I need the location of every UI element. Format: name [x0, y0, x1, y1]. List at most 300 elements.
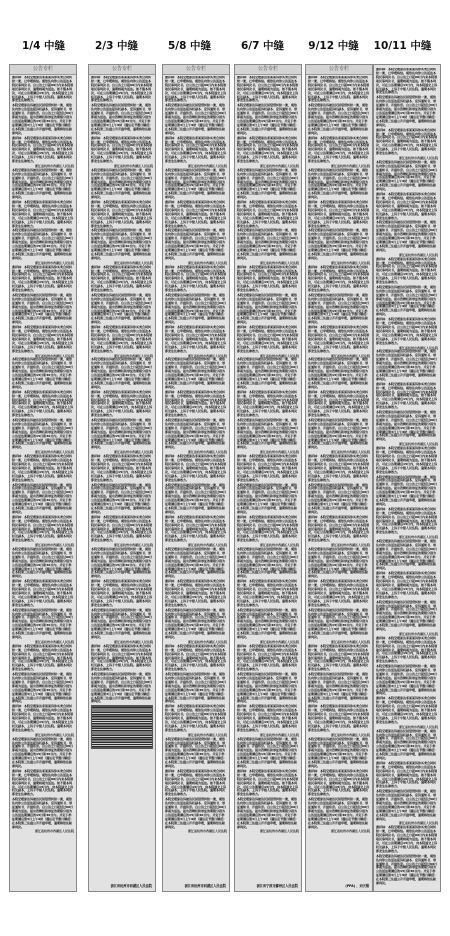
announcement-paragraph: [165, 705, 227, 732]
court-signature: 浙江省杭州市西湖区人民法院: [330, 450, 370, 455]
announcement-paragraph: [91, 137, 153, 164]
strip-body: [376, 68, 438, 889]
announcement-text: 黄祥林：本院受理原告邓某某诉你买卖合同纠纷一案，已审理终结。现依法向你公告送达本院民事判决书。自公告之日起60日内来本院领取民事判决书，逾期则视为送达。如不服本判决，可在公告期满后15日内，向本院递交上诉状及副本，上诉于中级人民法院。逾期本判决即发生法律效力。: [308, 76, 370, 103]
announcement-paragraph: [91, 104, 153, 135]
announcement-paragraph: [91, 580, 153, 607]
announcement-text: 黄祥林：本院受理原告邓某某诉你买卖合同纠纷一案，已审理终结。现依法向你公告送达本院民事判决书。自公告之日起60日内来本院领取民事判决书，逾期则视为送达。如不服本判决，可在公告期满后15日内，向本院递交上诉状及副本，上诉于中级人民法院。逾期本判决即发生法律效力。: [237, 200, 299, 228]
column-title-5: 9/12 中缝: [308, 40, 359, 52]
announcement-text: 黄祥林：本院受理原告邓某某诉你买卖合同纠纷一案，已审理终结。现依法向你公告送达本院民事判决书。自公告之日起60日内来本院领取民事判决书，逾期则视为送达。如不服本判决，可在公告期满后15日内，向本院递交上诉状及副本，上诉于中级人民法院。逾期本判决即发生法律效力。: [91, 514, 153, 543]
announcement-paragraph: [376, 193, 438, 220]
announcement-text: 黄祥林：本院受理原告邓某某诉你买卖合同纠纷一案，已审理终结。现依法向你公告送达本院民事判决书。自公告之日起60日内来本院领取民事判决书，逾期则视为送达。如不服本判决，可在公告期满后15日内，向本院递交上诉状及副本，上诉于中级人民法院。逾期本判决即发生法律效力。: [12, 200, 74, 228]
announcement-paragraph: [165, 580, 227, 607]
announcement-paragraph: [91, 169, 153, 200]
column-title-4: 6/7 中缝: [240, 40, 285, 52]
court-signature: 浙江省杭州市西湖区人民法院: [113, 353, 153, 358]
announcement-strip-3: [162, 64, 230, 892]
announcement-text: 黄祥林：本院受理原告邓某某诉你买卖合同纠纷一案，已审理终结。现依法向你公告送达本院民事判决书。自公告之日起60日内来本院领取民事判决书，逾期则视为送达。如不服本判决，可在公告期满后15日内，向本院递交上诉状及副本，上诉于中级人民法院。逾期本判决即发生法律效力。: [237, 76, 299, 103]
announcement-text: 黄祥林：本院受理原告邓某某诉你买卖合同纠纷一案，已审理终结。现依法向你公告送达本院民事判决书。自公告之日起60日内来本院领取民事判决书，逾期则视为送达。如不服本判决，可在公告期满后15日内，向本院递交上诉状及副本，上诉于中级人民法院。逾期本判决即发生法律效力。: [376, 127, 438, 156]
announcement-text: 本院受理原告诉被告民间借贷纠纷一案，现依法向你公告送达起诉状副本、应诉通知书、举证通知书、开庭传票。自公告之日起经过60日即视为送达。提出答辩状和举证的期限分别为公告送达期满后的15日和30日内。并定于举证期满后第3日上午9时（遇法定节假日顺延）在本院第三法庭公开开庭审理，逾期将依法缺席判决。: [308, 607, 370, 639]
announcement-text: 黄祥林：本院受理原告邓某某诉你买卖合同纠纷一案，已审理终结。现依法向你公告送达本院民事判决书。自公告之日起60日内来本院领取民事判决书，逾期则视为送达。如不服本判决，可在公告期满后15日内，向本院递交上诉状及副本，上诉于中级人民法院。逾期本判决即发生法律效力。: [237, 325, 299, 353]
announcement-paragraph: [12, 580, 74, 607]
announcement-paragraph: [12, 645, 74, 672]
announcement-paragraph: [165, 229, 227, 260]
announcement-paragraph: [237, 516, 299, 543]
announcement-text: 黄祥林：本院受理原告邓某某诉你买卖合同纠纷一案，已审理终结。现依法向你公告送达本院民事判决书。自公告之日起60日内来本院领取民事判决书，逾期则视为送达。如不服本判决，可在公告期满后15日内，向本院递交上诉状及副本，上诉于中级人民法院。逾期本判决即发生法律效力。: [165, 264, 227, 293]
court-signature: 浙江省杭州市西湖区人民法院: [259, 163, 299, 168]
announcement-paragraph: [376, 826, 438, 853]
announcement-paragraph: [165, 484, 227, 515]
announcement-text: 本院受理原告诉被告民间借贷纠纷一案，现依法向你公告送达起诉状副本、应诉通知书、举证通知书、开庭传票。自公告之日起经过60日即视为送达。提出答辩状和举证的期限分别为公告送达期满后的15日和30日内。并定于举证期满后第3日上午9时（遇法定节假日顺延）在本院第三法庭公开开庭审理，逾期将依法缺席判决。: [165, 357, 227, 389]
announcement-text: 黄祥林：本院受理原告邓某某诉你买卖合同纠纷一案，已审理终结。现依法向你公告送达本院民事判决书。自公告之日起60日内来本院领取民事判决书，逾期则视为送达。如不服本判决，可在公告期满后15日内，向本院递交上诉状及副本，上诉于中级人民法院。逾期本判决即发生法律效力。: [91, 200, 153, 228]
announcement-text: 本院受理原告诉被告民间借贷纠纷一案，现依法向你公告送达起诉状副本、应诉通知书、举证通知书、开庭传票。自公告之日起经过60日即视为送达。提出答辩状和举证的期限分别为公告送达期满后的15日和30日内。并定于举证期满后第3日上午9时（遇法定节假日顺延）在本院第三法庭公开开庭审理，逾期将依法缺席判决。: [165, 607, 227, 639]
court-signature: 浙江省杭州市西湖区人民法院: [259, 829, 299, 834]
announcement-text: 黄祥林：本院受理原告邓某某诉你买卖合同纠纷一案，已审理终结。现依法向你公告送达本院民事判决书。自公告之日起60日内来本院领取民事判决书，逾期则视为送达。如不服本判决，可在公告期满后15日内，向本院递交上诉状及副本，上诉于中级人民法院。逾期本判决即发生法律效力。: [165, 76, 227, 103]
announcement-text: 本院受理原告诉被告民间借贷纠纷一案，现依法向你公告送达起诉状副本、应诉通知书、举证通知书、开庭传票。自公告之日起经过60日即视为送达。提出答辩状和举证的期限分别为公告送达期满后的15日和30日内。并定于举证期满后第3日上午9时（遇法定节假日顺延）在本院第三法庭公开开庭审理，逾期将依法缺席判决。: [308, 672, 370, 704]
announcement-paragraph: [376, 383, 438, 410]
announcement-paragraph: [91, 76, 153, 103]
column-title-3: 5/8 中缝: [167, 40, 212, 52]
announcement-text: 本院受理原告诉被告民间借贷纠纷一案，现依法向你公告送达起诉状副本、应诉通知书、举证通知书、开庭传票。自公告之日起经过60日即视为送达。提出答辩状和举证的期限分别为公告送达期满后的15日和30日内。并定于举证期满后第3日上午9时（遇法定节假日顺延）在本院第三法庭公开开庭审理，逾期将依法缺席判决。: [308, 228, 370, 260]
announcement-text: 本院受理原告诉被告民间借贷纠纷一案，现依法向你公告送达起诉状副本、应诉通知书、举证通知书、开庭传票。自公告之日起经过60日即视为送达。提出答辩状和举证的期限分别为公告送达期满后的15日和30日内。并定于举证期满后第3日上午9时（遇法定节假日顺延）在本院第三法庭公开开庭审理，逾期将依法缺席判决。: [308, 482, 370, 514]
announcement-paragraph: [165, 358, 227, 389]
announcement-text: 本院受理原告诉被告民间借贷纠纷一案，现依法向你公告送达起诉状副本、应诉通知书、举证通知书、开庭传票。自公告之日起经过60日即视为送达。提出答辩状和举证的期限分别为公告送达期满后的15日和30日内。并定于举证期满后第3日上午9时（遇法定节假日顺延）在本院第三法庭公开开庭审理，逾期将依法缺席判决。: [237, 228, 299, 260]
court-signature: 浙江省杭州市西湖区人民法院: [34, 639, 74, 644]
announcement-paragraph: [12, 419, 74, 450]
announcement-paragraph: [237, 169, 299, 200]
announcement-text: 本院受理原告诉被告民间借贷纠纷一案，现依法向你公告送达起诉状副本、应诉通知书、举证通知书、开庭传票。自公告之日起经过60日即视为送达。提出答辩状和举证的期限分别为公告送达期满后的15日和30日内。并定于举证期满后第3日上午9时（遇法定节假日顺延）在本院第三法庭公开开庭审理，逾期将依法缺席判决。: [91, 167, 153, 200]
announcement-paragraph: [308, 137, 370, 164]
court-signature: 浙江省杭州市西湖区人民法院: [398, 631, 438, 636]
announcement-text: 本院受理原告诉被告民间借贷纠纷一案，现依法向你公告送达起诉状副本、应诉通知书、举证通知书、开庭传票。自公告之日起经过60日即视为送达。提出答辩状和举证的期限分别为公告送达期满后的15日和30日内。并定于举证期满后第3日上午9时（遇法定节假日顺延）在本院第三法庭公开开庭审理，逾期将依法缺席判决。: [237, 103, 299, 135]
announcement-text: 本院受理原告诉被告民间借贷纠纷一案，现依法向你公告送达起诉状副本、应诉通知书、举证通知书、开庭传票。自公告之日起经过60日即视为送达。提出答辩状和举证的期限分别为公告送达期满后的15日和30日内。并定于举证期满后第3日上午9时（遇法定节假日顺延）在本院第三法庭公开开庭审理，逾期将依法缺席判决。: [12, 228, 74, 260]
announcement-paragraph: [12, 770, 74, 797]
announcement-paragraph: [12, 229, 74, 260]
announcement-paragraph: [237, 326, 299, 353]
announcement-paragraph: [237, 548, 299, 579]
announcement-paragraph: [165, 326, 227, 353]
announcement-paragraph: [12, 266, 74, 293]
announcement-text: 本院受理原告诉被告民间借贷纠纷一案，现依法向你公告送达起诉状副本、应诉通知书、举证通知书、开庭传票。自公告之日起经过60日即视为送达。提出答辩状和举证的期限分别为公告送达期满后的15日和30日内。并定于举证期满后第3日上午9时（遇法定节假日顺延）在本院第三法庭公开开庭审理，逾期将依法缺席判决。: [308, 797, 370, 829]
court-signature: 浙江省杭州市西湖区人民法院: [113, 639, 153, 644]
announcement-paragraph: [12, 391, 74, 418]
announcement-paragraph: [308, 770, 370, 797]
announcement-paragraph: [308, 798, 370, 829]
announcement-text: 黄祥林：本院受理原告邓某某诉你买卖合同纠纷一案，已审理终结。现依法向你公告送达本院民事判决书。自公告之日起60日内来本院领取民事判决书，逾期则视为送达。如不服本判决，可在公告期满后15日内，向本院递交上诉状及副本，上诉于中级人民法院。逾期本判决即发生法律效力。: [308, 454, 370, 482]
announcement-text: 黄祥林：本院受理原告邓某某诉你买卖合同纠纷一案，已审理终结。现依法向你公告送达本院民事判决书。自公告之日起60日内来本院领取民事判决书，逾期则视为送达。如不服本判决，可在公告期满后15日内，向本院递交上诉状及副本，上诉于中级人民法院。逾期本判决即发生法律效力。: [91, 135, 153, 164]
announcement-paragraph: [91, 294, 153, 325]
announcement-text: 本院受理原告诉被告民间借贷纠纷一案，现依法向你公告送达起诉状副本、应诉通知书、举证通知书、开庭传票。自公告之日起经过60日即视为送达。提出答辩状和举证的期限分别为公告送达期满后的15日和30日内。并定于举证期满后第3日上午9时（遇法定节假日顺延）在本院第三法庭公开开庭审理，逾期将依法缺席判决。: [91, 103, 153, 135]
announcement-text: 本院受理原告诉被告民间借贷纠纷一案，现依法向你公告送达起诉状副本、应诉通知书、举证通知书、开庭传票。自公告之日起经过60日即视为送达。提出答辩状和举证的期限分别为公告送达期满后的15日和30日内。并定于举证期满后第3日上午9时（遇法定节假日顺延）在本院第三法庭公开开庭审理，逾期将依法缺席判决。: [12, 797, 74, 829]
announcement-text: 黄祥林：本院受理原告邓某某诉你买卖合同纠纷一案，已审理终结。现依法向你公告送达本院民事判决书。自公告之日起60日内来本院领取民事判决书，逾期则视为送达。如不服本判决，可在公告期满后15日内，向本院递交上诉状及副本，上诉于中级人民法院。逾期本判决即发生法律效力。: [237, 768, 299, 797]
announcement-text: 本院受理原告诉被告民间借贷纠纷一案，现依法向你公告送达起诉状副本、应诉通知书、举证通知书、开庭传票。自公告之日起经过60日即视为送达。提出答辩状和举证的期限分别为公告送达期满后的15日和30日内。并定于举证期满后第3日上午9时（遇法定节假日顺延）在本院第三法庭公开开庭审理，逾期将依法缺席判决。: [308, 736, 370, 768]
announcement-paragraph: [308, 266, 370, 293]
announcement-paragraph: [12, 516, 74, 543]
announcement-text: 黄祥林：本院受理原告邓某某诉你买卖合同纠纷一案，已审理终结。现依法向你公告送达本院民事判决书。自公告之日起60日内来本院领取民事判决书，逾期则视为送达。如不服本判决，可在公告期满后15日内，向本院递交上诉状及副本，上诉于中级人民法院。逾期本判决即发生法律效力。: [376, 256, 438, 285]
announcement-text: 本院受理原告诉被告民间借贷纠纷一案，现依法向你公告送达起诉状副本、应诉通知书、举证通知书、开庭传票。自公告之日起经过60日即视为送达。提出答辩状和举证的期限分别为公告送达期满后的15日和30日内。并定于举证期满后第3日上午9时（遇法定节假日顺延）在本院第三法庭公开开庭审理，逾期将依法缺席判决。: [165, 418, 227, 450]
announcement-text: 黄祥林：本院受理原告邓某某诉你买卖合同纠纷一案，已审理终结。现依法向你公告送达本院民事判决书。自公告之日起60日内来本院领取民事判决书，逾期则视为送达。如不服本判决，可在公告期满后15日内，向本院递交上诉状及副本，上诉于中级人民法院。逾期本判决即发生法律效力。: [237, 514, 299, 543]
announcement-paragraph: [237, 358, 299, 389]
announcement-text: 黄祥林：本院受理原告邓某某诉你买卖合同纠纷一案，已审理终结。现依法向你公告送达本院民事判决书。自公告之日起60日内来本院领取民事判决书，逾期则视为送达。如不服本判决，可在公告期满后15日内，向本院递交上诉状及副本，上诉于中级人民法院。逾期本判决即发生法律效力。: [91, 643, 153, 672]
announcement-text: 本院受理原告诉被告民间借贷纠纷一案，现依法向你公告送达起诉状副本、应诉通知书、举证通知书、开庭传票。自公告之日起经过60日即视为送达。提出答辩状和举证的期限分别为公告送达期满后的15日和30日内。并定于举证期满后第3日上午9时（遇法定节假日顺延）在本院第三法庭公开开庭审理，逾期将依法缺席判决。: [165, 228, 227, 260]
announcement-paragraph: [376, 730, 438, 761]
announcement-paragraph: [376, 129, 438, 156]
announcement-text: 本院受理原告诉被告民间借贷纠纷一案，现依法向你公告送达起诉状副本、应诉通知书、举证通知书、开庭传票。自公告之日起经过60日即视为送达。提出答辩状和举证的期限分别为公告送达期满后的15日和30日内。并定于举证期满后第3日上午9时（遇法定节假日顺延）在本院第三法庭公开开庭审理，逾期将依法缺席判决。: [165, 167, 227, 200]
court-signature: 浙江省杭州市西湖区人民法院: [34, 829, 74, 834]
announcement-paragraph: [376, 161, 438, 192]
announcement-paragraph: [308, 294, 370, 325]
announcement-strip-6: [373, 64, 441, 892]
announcement-text: 黄祥林：本院受理原告邓某某诉你买卖合同纠纷一案，已审理终结。现依法向你公告送达本院民事判决书。自公告之日起60日内来本院领取民事判决书，逾期则视为送达。如不服本判决，可在公告期满后15日内，向本院递交上诉状及副本，上诉于中级人民法院。逾期本判决即发生法律效力。: [165, 135, 227, 164]
announcement-text: 本院受理原告诉被告民间借贷纠纷一案，现依法向你公告送达起诉状副本、应诉通知书、举证通知书、开庭传票。自公告之日起经过60日即视为送达。提出答辩状和举证的期限分别为公告送达期满后的15日和30日内。并定于举证期满后第3日上午9时（遇法定节假日顺延）在本院第三法庭公开开庭审理，逾期将依法缺席判决。: [91, 292, 153, 325]
announcement-paragraph: [91, 419, 153, 450]
announcement-paragraph: [308, 705, 370, 732]
announcement-text: 本院受理原告诉被告民间借贷纠纷一案，现依法向你公告送达起诉状副本、应诉通知书、举证通知书、开庭传票。自公告之日起经过60日即视为送达。提出答辩状和举证的期限分别为公告送达期满后的15日和30日内。并定于举证期满后第3日上午9时（遇法定节假日顺延）在本院第三法庭公开开庭审理，逾期将依法缺席判决。: [12, 167, 74, 200]
announcement-text: 黄祥林：本院受理原告邓某某诉你买卖合同纠纷一案，已审理终结。现依法向你公告送达本院民事判决书。自公告之日起60日内来本院领取民事判决书，逾期则视为送达。如不服本判决，可在公告期满后15日内，向本院递交上诉状及副本，上诉于中级人民法院。逾期本判决即发生法律效力。: [376, 192, 438, 220]
announcement-paragraph: [376, 790, 438, 821]
announcement-text: 本院受理原告诉被告民间借贷纠纷一案，现依法向你公告送达起诉状副本、应诉通知书、举证通知书、开庭传票。自公告之日起经过60日即视为送达。提出答辩状和举证的期限分别为公告送达期满后的15日和30日内。并定于举证期满后第3日上午9时（遇法定节假日顺延）在本院第三法庭公开开庭审理，逾期将依法缺席判决。: [91, 228, 153, 260]
announcement-paragraph: [165, 548, 227, 579]
court-signature: 浙江省杭州市西湖区人民法院: [398, 345, 438, 350]
announcement-text: 本院受理原告诉被告民间借贷纠纷一案，现依法向你公告送达起诉状副本、应诉通知书、举证通知书、开庭传票。自公告之日起经过60日即视为送达。提出答辩状和举证的期限分别为公告送达期满后的15日和30日内。并定于举证期满后第3日上午9时（遇法定节假日顺延）在本院第三法庭公开开庭审理，逾期将依法缺席判决。: [376, 159, 438, 192]
announcement-paragraph: [237, 419, 299, 450]
announcement-paragraph: [376, 476, 438, 507]
announcement-text: 本院受理原告诉被告民间借贷纠纷一案，现依法向你公告送达起诉状副本、应诉通知书、举证通知书、开庭传票。自公告之日起经过60日即视为送达。提出答辩状和举证的期限分别为公告送达期满后的15日和30日内。并定于举证期满后第3日上午9时（遇法定节假日顺延）在本院第三法庭公开开庭审理，逾期将依法缺席判决。: [308, 547, 370, 579]
announcement-paragraph: [376, 697, 438, 724]
announcement-paragraph: [91, 391, 153, 418]
announcement-paragraph: [91, 326, 153, 353]
announcement-text: 本院受理原告诉被告民间借贷纠纷一案，现依法向你公告送达起诉状副本、应诉通知书、举证通知书、开庭传票。自公告之日起经过60日即视为送达。提出答辩状和举证的期限分别为公告送达期满后的15日和30日内。并定于举证期满后第3日上午9时（遇法定节假日顺延）在本院第三法庭公开开庭审理，逾期将依法缺席判决。: [12, 547, 74, 579]
announcement-paragraph: [165, 266, 227, 293]
announcement-text: 本院受理原告诉被告民间借贷纠纷一案，现依法向你公告送达起诉状副本、应诉通知书、举证通知书、开庭传票。自公告之日起经过60日即视为送达。提出答辩状和举证的期限分别为公告送达期满后的15日和30日内。并定于举证期满后第3日上午9时（遇法定节假日顺延）在本院第三法庭公开开庭审理，逾期将依法缺席判决。: [91, 607, 153, 639]
court-signature: 浙江省杭州市西湖区人民法院: [259, 353, 299, 358]
announcement-paragraph: [237, 705, 299, 732]
announcement-text: 黄祥林：本院受理原告邓某某诉你买卖合同纠纷一案，已审理终结。现依法向你公告送达本院民事判决书。自公告之日起60日内来本院领取民事判决书，逾期则视为送达。如不服本判决，可在公告期满后15日内，向本院递交上诉状及副本，上诉于中级人民法院。逾期本判决即发生法律效力。: [12, 389, 74, 418]
announcement-text: 黄祥林：本院受理原告邓某某诉你买卖合同纠纷一案，已审理终结。现依法向你公告送达本院民事判决书。自公告之日起60日内来本院领取民事判决书，逾期则视为送达。如不服本判决，可在公告期满后15日内，向本院递交上诉状及副本，上诉于中级人民法院。逾期本判决即发生法律效力。: [165, 389, 227, 418]
announcement-text: 本院受理原告诉被告民间借贷纠纷一案，现依法向你公告送达起诉状副本、应诉通知书、举证通知书、开庭传票。自公告之日起经过60日即视为送达。提出答辩状和举证的期限分别为公告送达期满后的15日和30日内。并定于举证期满后第3日上午9时（遇法定节假日顺延）在本院第三法庭公开开庭审理，逾期将依法缺席判决。: [12, 607, 74, 639]
strip-body: [91, 76, 153, 889]
announcement-paragraph: [12, 76, 74, 103]
announcement-text: 本院受理原告诉被告民间借贷纠纷一案，现依法向你公告送达起诉状副本、应诉通知书、举证通知书、开庭传票。自公告之日起经过60日即视为送达。提出答辩状和举证的期限分别为公告送达期满后的15日和30日内。并定于举证期满后第3日上午9时（遇法定节假日顺延）在本院第三法庭公开开庭审理，逾期将依法缺席判决。: [376, 349, 438, 381]
announcement-text: 本院受理原告诉被告民间借贷纠纷一案，现依法向你公告送达起诉状副本、应诉通知书、举证通知书、开庭传票。自公告之日起经过60日即视为送达。提出答辩状和举证的期限分别为公告送达期满后的15日和30日内。并定于举证期满后第3日上午9时（遇法定节假日顺延）在本院第三法庭公开开庭审理，逾期将依法缺席判决。: [165, 482, 227, 514]
announcement-text: 黄祥林：本院受理原告邓某某诉你买卖合同纠纷一案，已审理终结。现依法向你公告送达本院民事判决书。自公告之日起60日内来本院领取民事判决书，逾期则视为送达。如不服本判决，可在公告期满后15日内，向本院递交上诉状及副本，上诉于中级人民法院。逾期本判决即发生法律效力。: [12, 135, 74, 164]
announcement-text: 本院受理原告诉被告民间借贷纠纷一案，现依法向你公告送达起诉状副本、应诉通知书、举证通知书、开庭传票。自公告之日起经过60日即视为送达。提出答辩状和举证的期限分别为公告送达期满后的15日和30日内。并定于举证期满后第3日上午9时（遇法定节假日顺延）在本院第三法庭公开开庭审理，逾期将依法缺席判决。: [308, 418, 370, 450]
announcement-paragraph: [308, 76, 370, 103]
announcement-paragraph: [237, 455, 299, 482]
announcement-text: 黄祥林：本院受理原告邓某某诉你买卖合同纠纷一案，已审理终结。现依法向你公告送达本院民事判决书。自公告之日起60日内来本院领取民事判决书，逾期则视为送达。如不服本判决，可在公告期满后15日内，向本院递交上诉状及副本，上诉于中级人民法院。逾期本判决即发生法律效力。: [308, 200, 370, 228]
announcement-paragraph: [165, 645, 227, 672]
strip-ending: 浙江省宁波市鄞州区人民法院: [256, 884, 298, 888]
announcement-paragraph: [376, 601, 438, 632]
announcement-paragraph: [308, 229, 370, 260]
announcement-paragraph: [12, 326, 74, 353]
announcement-text: 本院受理原告诉被告民间借贷纠纷一案，现依法向你公告送达起诉状副本、应诉通知书、举证通知书、开庭传票。自公告之日起经过60日即视为送达。提出答辩状和举证的期限分别为公告送达期满后的15日和30日内。并定于举证期满后第3日上午9时（遇法定节假日顺延）在本院第三法庭公开开庭审理，逾期将依法缺席判决。: [376, 728, 438, 760]
announcement-paragraph: [237, 266, 299, 293]
announcement-paragraph: [91, 516, 153, 543]
announcement-text: 本院受理原告诉被告民间借贷纠纷一案，现依法向你公告送达起诉状副本、应诉通知书、举证通知书、开庭传票。自公告之日起经过60日即视为送达。提出答辩状和举证的期限分别为公告送达期满后的15日和30日内。并定于举证期满后第3日上午9时（遇法定节假日顺延）在本院第三法庭公开开庭审理，逾期将依法缺席判决。: [237, 482, 299, 514]
court-signature: 浙江省杭州市西湖区人民法院: [187, 163, 227, 168]
announcement-paragraph: [376, 286, 438, 317]
announcement-text: 黄祥林：本院受理原告邓某某诉你买卖合同纠纷一案，已审理终结。现依法向你公告送达本院民事判决书。自公告之日起60日内来本院领取民事判决书，逾期则视为送达。如不服本判决，可在公告期满后15日内，向本院递交上诉状及副本，上诉于中级人民法院。逾期本判决即发生法律效力。: [165, 704, 227, 732]
announcement-text: 黄祥林：本院受理原告邓某某诉你买卖合同纠纷一案，已审理终结。现依法向你公告送达本院民事判决书。自公告之日起60日内来本院领取民事判决书，逾期则视为送达。如不服本判决，可在公告期满后15日内，向本院递交上诉状及副本，上诉于中级人民法院。逾期本判决即发生法律效力。: [12, 579, 74, 607]
announcement-paragraph: [376, 540, 438, 571]
court-signature: 浙江省杭州市西湖区人民法院: [113, 260, 153, 265]
announcement-paragraph: [237, 201, 299, 228]
announcement-text: 本院受理原告诉被告民间借贷纠纷一案，现依法向你公告送达起诉状副本、应诉通知书、举证通知书、开庭传票。自公告之日起经过60日即视为送达。提出答辩状和举证的期限分别为公告送达期满后的15日和30日内。并定于举证期满后第3日上午9时（遇法定节假日顺延）在本院第三法庭公开开庭审理，逾期将依法缺席判决。: [237, 418, 299, 450]
announcement-paragraph: [165, 516, 227, 543]
announcement-paragraph: [12, 169, 74, 200]
announcement-text: 本院受理原告诉被告民间借贷纠纷一案，现依法向你公告送达起诉状副本、应诉通知书、举证通知书、开庭传票。自公告之日起经过60日即视为送达。提出答辩状和举证的期限分别为公告送达期满后的15日和30日内。并定于举证期满后第3日上午9时（遇法定节假日顺延）在本院第三法庭公开开庭审理，逾期将依法缺席判决。: [12, 672, 74, 704]
announcement-text: 本院受理原告诉被告民间借贷纠纷一案，现依法向你公告送达起诉状副本、应诉通知书、举证通知书、开庭传票。自公告之日起经过60日即视为送达。提出答辩状和举证的期限分别为公告送达期满后的15日和30日内。并定于举证期满后第3日上午9时（遇法定节假日顺延）在本院第三法庭公开开庭审理，逾期将依法缺席判决。: [91, 547, 153, 579]
announcement-paragraph: [165, 391, 227, 418]
announcement-text: 黄祥林：本院受理原告邓某某诉你买卖合同纠纷一案，已审理终结。现依法向你公告送达本院民事判决书。自公告之日起60日内来本院领取民事判决书，逾期则视为送达。如不服本判决，可在公告期满后15日内，向本院递交上诉状及副本，上诉于中级人民法院。逾期本判决即发生法律效力。: [12, 643, 74, 672]
announcement-text: 黄祥林：本院受理原告邓某某诉你买卖合同纠纷一案，已审理终结。现依法向你公告送达本院民事判决书。自公告之日起60日内来本院领取民事判决书，逾期则视为送达。如不服本判决，可在公告期满后15日内，向本院递交上诉状及副本，上诉于中级人民法院。逾期本判决即发生法律效力。: [237, 389, 299, 418]
announcement-paragraph: [12, 358, 74, 389]
court-signature: 浙江省杭州市西湖区人民法院: [34, 543, 74, 548]
column-title-6: 10/11 中缝: [373, 40, 432, 52]
announcement-paragraph: [91, 229, 153, 260]
announcement-paragraph: [376, 508, 438, 535]
announcement-text: 黄祥林：本院受理原告邓某某诉你买卖合同纠纷一案，已审理终结。现依法向你公告送达本院民事判决书。自公告之日起60日内来本院领取民事判决书，逾期则视为送达。如不服本判决，可在公告期满后15日内，向本院递交上诉状及副本，上诉于中级人民法院。逾期本判决即发生法律效力。: [91, 454, 153, 482]
announcement-text: 本院受理原告诉被告民间借贷纠纷一案，现依法向你公告送达起诉状副本、应诉通知书、举证通知书、开庭传票。自公告之日起经过60日即视为送达。提出答辩状和举证的期限分别为公告送达期满后的15日和30日内。并定于举证期满后第3日上午9时（遇法定节假日顺延）在本院第三法庭公开开庭审理，逾期将依法缺席判决。: [165, 292, 227, 325]
announcement-text: 黄祥林：本院受理原告邓某某诉你买卖合同纠纷一案，已审理终结。现依法向你公告送达本院民事判决书。自公告之日起60日内来本院领取民事判决书，逾期则视为送达。如不服本判决，可在公告期满后15日内，向本院递交上诉状及副本，上诉于中级人民法院。逾期本判决即发生法律效力。: [12, 514, 74, 543]
announcement-text: 本院受理原告诉被告民间借贷纠纷一案，现依法向你公告送达起诉状副本、应诉通知书、举证通知书、开庭传票。自公告之日起经过60日即视为送达。提出答辩状和举证的期限分别为公告送达期满后的15日和30日内。并定于举证期满后第3日上午9时（遇法定节假日顺延）在本院第三法庭公开开庭审理，逾期将依法缺席判决。: [237, 547, 299, 579]
announcement-paragraph: [165, 169, 227, 200]
announcement-paragraph: [165, 798, 227, 829]
court-signature: 浙江省杭州市西湖区人民法院: [34, 163, 74, 168]
court-signature: 浙江省杭州市西湖区人民法院: [330, 353, 370, 358]
announcement-paragraph: [376, 637, 438, 664]
strip-body: [308, 76, 370, 889]
announcement-text: 本院受理原告诉被告民间借贷纠纷一案，现依法向你公告送达起诉状副本、应诉通知书、举证通知书、开庭传票。自公告之日起经过60日即视为送达。提出答辩状和举证的期限分别为公告送达期满后的15日和30日内。并定于举证期满后第3日上午9时（遇法定节假日顺延）在本院第三法庭公开开庭审理，逾期将依法缺席判决。: [165, 672, 227, 704]
highlight-block: [91, 705, 153, 749]
court-signature: 浙江省杭州市西湖区人民法院: [113, 450, 153, 455]
announcement-text: 黄祥林：本院受理原告邓某某诉你买卖合同纠纷一案，已审理终结。现依法向你公告送达本院民事判决书。自公告之日起60日内来本院领取民事判决书，逾期则视为送达。如不服本判决，可在公告期满后15日内，向本院递交上诉状及副本，上诉于中级人民法院。逾期本判决即发生法律效力。: [165, 514, 227, 543]
announcement-paragraph: [91, 455, 153, 482]
announcement-paragraph: [165, 104, 227, 135]
announcement-strip-2: [88, 64, 156, 892]
announcement-text: 黄祥林：本院受理原告邓某某诉你买卖合同纠纷一案，已审理终结。现依法向你公告送达本院民事判决书。自公告之日起60日内来本院领取民事判决书，逾期则视为送达。如不服本判决，可在公告期满后15日内，向本院递交上诉状及副本，上诉于中级人民法院。逾期本判决即发生法律效力。: [376, 446, 438, 474]
court-signature: 浙江省杭州市西湖区人民法院: [187, 450, 227, 455]
announcement-paragraph: [12, 455, 74, 482]
court-signature: 浙江省杭州市西湖区人民法院: [259, 450, 299, 455]
announcement-paragraph: [237, 391, 299, 418]
court-signature: 浙江省杭州市西湖区人民法院: [34, 732, 74, 737]
announcement-paragraph: [308, 419, 370, 450]
strip-header: 公告专栏: [10, 65, 76, 75]
announcement-text: 本院受理原告诉被告民间借贷纠纷一案，现依法向你公告送达起诉状副本、应诉通知书、举证通知书、开庭传票。自公告之日起经过60日即视为送达。提出答辩状和举证的期限分别为公告送达期满后的15日和30日内。并定于举证期满后第3日上午9时（遇法定节假日顺延）在本院第三法庭公开开庭审理，逾期将依法缺席判决。: [308, 103, 370, 135]
court-signature: 浙江省杭州市西湖区人民法院: [113, 163, 153, 168]
announcement-text: 黄祥林：本院受理原告邓某某诉你买卖合同纠纷一案，已审理终结。现依法向你公告送达本院民事判决书。自公告之日起60日内来本院领取民事判决书，逾期则视为送达。如不服本判决，可在公告期满后15日内，向本院递交上诉状及副本，上诉于中级人民法院。逾期本判决即发生法律效力。: [237, 704, 299, 732]
announcement-paragraph: [91, 201, 153, 228]
announcement-paragraph: [376, 68, 438, 95]
announcement-paragraph: [237, 645, 299, 672]
announcement-text: 本院受理原告诉被告民间借贷纠纷一案，现依法向你公告送达起诉状副本、应诉通知书、举证通知书、开庭传票。自公告之日起经过60日即视为送达。提出答辩状和举证的期限分别为公告送达期满后的15日和30日内。并定于举证期满后第3日上午9时（遇法定节假日顺延）在本院第三法庭公开开庭审理，逾期将依法缺席判决。: [12, 482, 74, 514]
announcement-paragraph: [308, 326, 370, 353]
announcement-text: 本院受理原告诉被告民间借贷纠纷一案，现依法向你公告送达起诉状副本、应诉通知书、举证通知书、开庭传票。自公告之日起经过60日即视为送达。提出答辩状和举证的期限分别为公告送达期满后的15日和30日内。并定于举证期满后第3日上午9时（遇法定节假日顺延）在本院第三法庭公开开庭审理，逾期将依法缺席判决。: [12, 103, 74, 135]
court-signature: 浙江省杭州市西湖区人民法院: [398, 821, 438, 826]
announcement-paragraph: [91, 645, 153, 672]
court-signature: 浙江省杭州市西湖区人民法院: [398, 535, 438, 540]
announcement-paragraph: [376, 572, 438, 599]
announcement-paragraph: [165, 770, 227, 797]
court-signature: 浙江省杭州市西湖区人民法院: [187, 732, 227, 737]
announcement-text: 本院受理原告诉被告民间借贷纠纷一案，现依法向你公告送达起诉状副本、应诉通知书、举证通知书、开庭传票。自公告之日起经过60日即视为送达。提出答辩状和举证的期限分别为公告送达期满后的15日和30日内。并定于举证期满后第3日上午9时（遇法定节假日顺延）在本院第三法庭公开开庭审理，逾期将依法缺席判决。: [237, 167, 299, 200]
announcement-paragraph: [165, 201, 227, 228]
announcement-text: 本院受理原告诉被告民间借贷纠纷一案，现依法向你公告送达起诉状副本、应诉通知书、举证通知书、开庭传票。自公告之日起经过60日即视为送达。提出答辩状和举证的期限分别为公告送达期满后的15日和30日内。并定于举证期满后第3日上午9时（遇法定节假日顺延）在本院第三法庭公开开庭审理，逾期将依法缺席判决。: [376, 599, 438, 631]
announcement-text: 本院受理原告诉被告民间借贷纠纷一案，现依法向你公告送达起诉状副本、应诉通知书、举证通知书、开庭传票。自公告之日起经过60日即视为送达。提出答辩状和举证的期限分别为公告送达期满后的15日和30日内。并定于举证期满后第3日上午9时（遇法定节假日顺延）在本院第三法庭公开开庭审理，逾期将依法缺席判决。: [91, 418, 153, 450]
announcement-paragraph: [12, 294, 74, 325]
announcement-paragraph: [237, 770, 299, 797]
announcement-text: 黄祥林：本院受理原告邓某某诉你买卖合同纠纷一案，已审理终结。现依法向你公告送达本院民事判决书。自公告之日起60日内来本院领取民事判决书，逾期则视为送达。如不服本判决，可在公告期满后15日内，向本院递交上诉状及副本，上诉于中级人民法院。逾期本判决即发生法律效力。: [165, 325, 227, 353]
announcement-text: 黄祥林：本院受理原告邓某某诉你买卖合同纠纷一案，已审理终结。现依法向你公告送达本院民事判决书。自公告之日起60日内来本院领取民事判决书，逾期则视为送达。如不服本判决，可在公告期满后15日内，向本院递交上诉状及副本，上诉于中级人民法院。逾期本判决即发生法律效力。: [165, 579, 227, 607]
court-signature: 浙江省杭州市西湖区人民法院: [187, 829, 227, 834]
announcement-text: 本院受理原告诉被告民间借贷纠纷一案，现依法向你公告送达起诉状副本、应诉通知书、举证通知书、开庭传票。自公告之日起经过60日即视为送达。提出答辩状和举证的期限分别为公告送达期满后的15日和30日内。并定于举证期满后第3日上午9时（遇法定节假日顺延）在本院第三法庭公开开庭审理，逾期将依法缺席判决。: [12, 292, 74, 325]
announcement-paragraph: [12, 798, 74, 829]
announcement-paragraph: [12, 673, 74, 704]
announcement-text: 黄祥林：本院受理原告邓某某诉你买卖合同纠纷一案，已审理终结。现依法向你公告送达本院民事判决书。自公告之日起60日内来本院领取民事判决书，逾期则视为送达。如不服本判决，可在公告期满后15日内，向本院递交上诉状及副本，上诉于中级人民法院。逾期本判决即发生法律效力。: [91, 264, 153, 293]
announcement-text: 黄祥林：本院受理原告邓某某诉你买卖合同纠纷一案，已审理终结。现依法向你公告送达本院民事判决书。自公告之日起60日内来本院领取民事判决书，逾期则视为送达。如不服本判决，可在公告期满后15日内，向本院递交上诉状及副本，上诉于中级人民法院。逾期本判决即发生法律效力。: [308, 389, 370, 418]
announcement-paragraph: [376, 258, 438, 285]
announcement-text: 本院受理原告诉被告民间借贷纠纷一案，现依法向你公告送达起诉状副本、应诉通知书、举证通知书、开庭传票。自公告之日起经过60日即视为送达。提出答辩状和举证的期限分别为公告送达期满后的15日和30日内。并定于举证期满后第3日上午9时（遇法定节假日顺延）在本院第三法庭公开开庭审理，逾期将依法缺席判决。: [165, 736, 227, 768]
announcement-paragraph: [91, 609, 153, 640]
strip-header: 公告专栏: [89, 65, 155, 75]
announcement-paragraph: [165, 673, 227, 704]
strip-header: 公告专栏: [306, 65, 372, 75]
announcement-text: 黄祥林：本院受理原告邓某某诉你买卖合同纠纷一案，已审理终结。现依法向你公告送达本院民事判决书。自公告之日起60日内来本院领取民事判决书，逾期则视为送达。如不服本判决，可在公告期满后15日内，向本院递交上诉状及副本，上诉于中级人民法院。逾期本判决即发生法律效力。: [165, 200, 227, 228]
announcement-text: 黄祥林：本院受理原告邓某某诉你买卖合同纠纷一案，已审理终结。现依法向你公告送达本院民事判决书。自公告之日起60日内来本院领取民事判决书，逾期则视为送达。如不服本判决，可在公告期满后15日内，向本院递交上诉状及副本，上诉于中级人民法院。逾期本判决即发生法律效力。: [308, 768, 370, 797]
announcement-strip-1: [9, 64, 77, 892]
announcement-text: 本院受理原告诉被告民间借贷纠纷一案，现依法向你公告送达起诉状副本、应诉通知书、举证通知书、开庭传票。自公告之日起经过60日即视为送达。提出答辩状和举证的期限分别为公告送达期满后的15日和30日内。并定于举证期满后第3日上午9时（遇法定节假日顺延）在本院第三法庭公开开庭审理，逾期将依法缺席判决。: [237, 736, 299, 768]
column-title-1: 1/4 中缝: [21, 40, 66, 52]
announcement-paragraph: [237, 229, 299, 260]
announcement-text: 本院受理原告诉被告民间借贷纠纷一案，现依法向你公告送达起诉状副本、应诉通知书、举证通知书、开庭传票。自公告之日起经过60日即视为送达。提出答辩状和举证的期限分别为公告送达期满后的15日和30日内。并定于举证期满后第3日上午9时（遇法定节假日顺延）在本院第三法庭公开开庭审理，逾期将依法缺席判决。: [165, 547, 227, 579]
announcement-text: 本院受理原告诉被告民间借贷纠纷一案，现依法向你公告送达起诉状副本、应诉通知书、举证通知书、开庭传票。自公告之日起经过60日即视为送达。提出答辩状和举证的期限分别为公告送达期满后的15日和30日内。并定于举证期满后第3日上午9时（遇法定节假日顺延）在本院第三法庭公开开庭审理，逾期将依法缺席判决。: [91, 357, 153, 389]
court-signature: 浙江省杭州市西湖区人民法院: [187, 639, 227, 644]
court-signature: 浙江省杭州市西湖区人民法院: [259, 639, 299, 644]
announcement-paragraph: [308, 548, 370, 579]
announcement-text: 本院受理原告诉被告民间借贷纠纷一案，现依法向你公告送达起诉状副本、应诉通知书、举证通知书、开庭传票。自公告之日起经过60日即视为送达。提出答辩状和举证的期限分别为公告送达期满后的15日和30日内。并定于举证期满后第3日上午9时（遇法定节假日顺延）在本院第三法庭公开开庭审理，逾期将依法缺席判决。: [308, 167, 370, 200]
announcement-text: 本院受理原告诉被告民间借贷纠纷一案，现依法向你公告送达起诉状副本、应诉通知书、举证通知书、开庭传票。自公告之日起经过60日即视为送达。提出答辩状和举证的期限分别为公告送达期满后的15日和30日内。并定于举证期满后第3日上午9时（遇法定节假日顺延）在本院第三法庭公开开庭审理，逾期将依法缺席判决。: [376, 539, 438, 571]
announcement-paragraph: [237, 673, 299, 704]
announcement-paragraph: [237, 738, 299, 769]
announcement-text: 黄祥林：本院受理原告邓某某诉你买卖合同纠纷一案，已审理终结。现依法向你公告送达本院民事判决书。自公告之日起60日内来本院领取民事判决书，逾期则视为送达。如不服本判决，可在公告期满后15日内，向本院递交上诉状及副本，上诉于中级人民法院。逾期本判决即发生法律效力。: [308, 704, 370, 732]
announcement-text: 黄祥林：本院受理原告邓某某诉你买卖合同纠纷一案，已审理终结。现依法向你公告送达本院民事判决书。自公告之日起60日内来本院领取民事判决书，逾期则视为送达。如不服本判决，可在公告期满后15日内，向本院递交上诉状及副本，上诉于中级人民法院。逾期本判决即发生法律效力。: [165, 454, 227, 482]
announcement-paragraph: [237, 609, 299, 640]
announcement-text: 黄祥林：本院受理原告邓某某诉你买卖合同纠纷一案，已审理终结。现依法向你公告送达本院民事判决书。自公告之日起60日内来本院领取民事判决书，逾期则视为送达。如不服本判决，可在公告期满后15日内，向本院递交上诉状及副本，上诉于中级人民法院。逾期本判决即发生法律效力。: [12, 325, 74, 353]
announcement-paragraph: [376, 411, 438, 442]
court-signature: 浙江省杭州市西湖区人民法院: [330, 260, 370, 265]
announcement-text: 本院受理原告诉被告民间借贷纠纷一案，现依法向你公告送达起诉状副本、应诉通知书、举证通知书、开庭传票。自公告之日起经过60日即视为送达。提出答辩状和举证的期限分别为公告送达期满后的15日和30日内。并定于举证期满后第3日上午9时（遇法定节假日顺延）在本院第三法庭公开开庭审理，逾期将依法缺席判决。: [237, 292, 299, 325]
announcement-paragraph: [376, 350, 438, 381]
announcement-paragraph: [12, 738, 74, 769]
announcement-paragraph: [12, 484, 74, 515]
announcement-text: 黄祥林：本院受理原告邓某某诉你买卖合同纠纷一案，已审理终结。现依法向你公告送达本院民事判决书。自公告之日起60日内来本院领取民事判决书，逾期则视为送达。如不服本判决，可在公告期满后15日内，向本院递交上诉状及副本，上诉于中级人民法院。逾期本判决即发生法律效力。: [376, 571, 438, 599]
announcement-text: 黄祥林：本院受理原告邓某某诉你买卖合同纠纷一案，已审理终结。现依法向你公告送达本院民事判决书。自公告之日起60日内来本院领取民事判决书，逾期则视为送达。如不服本判决，可在公告期满后15日内，向本院递交上诉状及副本，上诉于中级人民法院。逾期本判决即发生法律效力。: [376, 825, 438, 853]
announcement-paragraph: [237, 580, 299, 607]
announcement-text: 本院受理原告诉被告民间借贷纠纷一案，现依法向你公告送达起诉状副本、应诉通知书、举证通知书、开庭传票。自公告之日起经过60日即视为送达。提出答辩状和举证的期限分别为公告送达期满后的15日和30日内。并定于举证期满后第3日上午9时（遇法定节假日顺延）在本院第三法庭公开开庭审理，逾期将依法缺席判决。: [237, 607, 299, 639]
announcement-text: 黄祥林：本院受理原告邓某某诉你买卖合同纠纷一案，已审理终结。现依法向你公告送达本院民事判决书。自公告之日起60日内来本院领取民事判决书，逾期则视为送达。如不服本判决，可在公告期满后15日内，向本院递交上诉状及副本，上诉于中级人民法院。逾期本判决即发生法律效力。: [237, 454, 299, 482]
court-signature: 浙江省杭州市西湖区人民法院: [330, 829, 370, 834]
court-signature: 浙江省杭州市西湖区人民法院: [187, 260, 227, 265]
announcement-text: 本院受理原告诉被告民间借贷纠纷一案，现依法向你公告送达起诉状副本、应诉通知书、举证通知书、开庭传票。自公告之日起经过60日即视为送达。提出答辩状和举证的期限分别为公告送达期满后的15日和30日内。并定于举证期满后第3日上午9时（遇法定节假日顺延）在本院第三法庭公开开庭审理，逾期将依法缺席判决。: [376, 284, 438, 317]
announcement-paragraph: [376, 762, 438, 789]
announcement-text: 本院受理原告诉被告民间借贷纠纷一案，现依法向你公告送达起诉状副本、应诉通知书、举证通知书、开庭传票。自公告之日起经过60日即视为送达。提出答辩状和举证的期限分别为公告送达期满后的15日和30日内。并定于举证期满后第3日上午9时（遇法定节假日顺延）在本院第三法庭公开开庭审理，逾期将依法缺席判决。: [376, 789, 438, 821]
announcement-text: 本院受理原告诉被告民间借贷纠纷一案，现依法向你公告送达起诉状副本、应诉通知书、举证通知书、开庭传票。自公告之日起经过60日即视为送达。提出答辩状和举证的期限分别为公告送达期满后的15日和30日内。并定于举证期满后第3日上午9时（遇法定节假日顺延）在本院第三法庭公开开庭审理，逾期将依法缺席判决。: [376, 853, 438, 886]
court-signature: 浙江省杭州市西湖区人民法院: [34, 450, 74, 455]
announcement-text: 本院受理原告诉被告民间借贷纠纷一案，现依法向你公告送达起诉状副本、应诉通知书、举证通知书、开庭传票。自公告之日起经过60日即视为送达。提出答辩状和举证的期限分别为公告送达期满后的15日和30日内。并定于举证期满后第3日上午9时（遇法定节假日顺延）在本院第三法庭公开开庭审理，逾期将依法缺席判决。: [12, 357, 74, 389]
announcement-strip-5: [305, 64, 373, 892]
court-signature: 浙江省杭州市西湖区人民法院: [330, 732, 370, 737]
announcement-text: 黄祥林：本院受理原告邓某某诉你买卖合同纠纷一案，已审理终结。现依法向你公告送达本院民事判决书。自公告之日起60日内来本院领取民事判决书，逾期则视为送达。如不服本判决，可在公告期满后15日内，向本院递交上诉状及副本，上诉于中级人民法院。逾期本判决即发生法律效力。: [308, 514, 370, 543]
court-signature: 浙江省杭州市西湖区人民法院: [34, 353, 74, 358]
strip-ending: 浙江省杭州市西湖区人民法院: [110, 884, 152, 888]
announcement-paragraph: [91, 484, 153, 515]
announcement-text: 黄祥林：本院受理原告邓某某诉你买卖合同纠纷一案，已审理终结。现依法向你公告送达本院民事判决书。自公告之日起60日内来本院领取民事判决书，逾期则视为送达。如不服本判决，可在公告期满后15日内，向本院递交上诉状及副本，上诉于中级人民法院。逾期本判决即发生法律效力。: [376, 696, 438, 724]
announcement-paragraph: [308, 673, 370, 704]
announcement-text: 黄祥林：本院受理原告邓某某诉你买卖合同纠纷一案，已审理终结。现依法向你公告送达本院民事判决书。自公告之日起60日内来本院领取民事判决书，逾期则视为送达。如不服本判决，可在公告期满后15日内，向本院递交上诉状及副本，上诉于中级人民法院。逾期本判决即发生法律效力。: [165, 643, 227, 672]
announcement-paragraph: [308, 645, 370, 672]
announcement-paragraph: [165, 738, 227, 769]
strip-body: [12, 76, 74, 889]
announcement-text: 黄祥林：本院受理原告邓某某诉你买卖合同纠纷一案，已审理终结。现依法向你公告送达本院民事判决书。自公告之日起60日内来本院领取民事判决书，逾期则视为送达。如不服本判决，可在公告期满后15日内，向本院递交上诉状及副本，上诉于中级人民法院。逾期本判决即发生法律效力。: [237, 264, 299, 293]
announcement-text: 黄祥林：本院受理原告邓某某诉你买卖合同纠纷一案，已审理终结。现依法向你公告送达本院民事判决书。自公告之日起60日内来本院领取民事判决书，逾期则视为送达。如不服本判决，可在公告期满后15日内，向本院递交上诉状及副本，上诉于中级人民法院。逾期本判决即发生法律效力。: [12, 76, 74, 103]
announcement-paragraph: [165, 294, 227, 325]
announcement-paragraph: [308, 738, 370, 769]
announcement-text: 黄祥林：本院受理原告邓某某诉你买卖合同纠纷一案，已审理终结。现依法向你公告送达本院民事判决书。自公告之日起60日内来本院领取民事判决书，逾期则视为送达。如不服本判决，可在公告期满后15日内，向本院递交上诉状及副本，上诉于中级人民法院。逾期本判决即发生法律效力。: [376, 68, 438, 95]
announcement-paragraph: [376, 318, 438, 345]
announcement-text: 黄祥林：本院受理原告邓某某诉你买卖合同纠纷一案，已审理终结。现依法向你公告送达本院民事判决书。自公告之日起60日内来本院领取民事判决书，逾期则视为送达。如不服本判决，可在公告期满后15日内，向本院递交上诉状及副本，上诉于中级人民法院。逾期本判决即发生法律效力。: [376, 506, 438, 535]
announcement-paragraph: [308, 391, 370, 418]
announcement-text: 黄祥林：本院受理原告邓某某诉你买卖合同纠纷一案，已审理终结。现依法向你公告送达本院民事判决书。自公告之日起60日内来本院领取民事判决书，逾期则视为送达。如不服本判决，可在公告期满后15日内，向本院递交上诉状及副本，上诉于中级人民法院。逾期本判决即发生法律效力。: [12, 454, 74, 482]
announcement-text: 黄祥林：本院受理原告邓某某诉你买卖合同纠纷一案，已审理终结。现依法向你公告送达本院民事判决书。自公告之日起60日内来本院领取民事判决书，逾期则视为送达。如不服本判决，可在公告期满后15日内，向本院递交上诉状及副本，上诉于中级人民法院。逾期本判决即发生法律效力。: [308, 135, 370, 164]
announcement-paragraph: [308, 516, 370, 543]
announcement-paragraph: [165, 609, 227, 640]
court-signature: 浙江省杭州市西湖区人民法院: [398, 724, 438, 729]
court-signature: 浙江省杭州市西湖区人民法院: [330, 639, 370, 644]
announcement-text: 黄祥林：本院受理原告邓某某诉你买卖合同纠纷一案，已审理终结。现依法向你公告送达本院民事判决书。自公告之日起60日内来本院领取民事判决书，逾期则视为送达。如不服本判决，可在公告期满后15日内，向本院递交上诉状及副本，上诉于中级人民法院。逾期本判决即发生法律效力。: [308, 264, 370, 293]
strip-ending: (PPA) 、刘天锡: [345, 884, 369, 888]
court-signature: 浙江省杭州市西湖区人民法院: [330, 543, 370, 548]
announcement-paragraph: [308, 484, 370, 515]
announcement-text: 本院受理原告诉被告民间借贷纠纷一案，现依法向你公告送达起诉状副本、应诉通知书、举证通知书、开庭传票。自公告之日起经过60日即视为送达。提出答辩状和举证的期限分别为公告送达期满后的15日和30日内。并定于举证期满后第3日上午9时（遇法定节假日顺延）在本院第三法庭公开开庭审理，逾期将依法缺席判决。: [91, 482, 153, 514]
announcement-text: 本院受理原告诉被告民间借贷纠纷一案，现依法向你公告送达起诉状副本、应诉通知书、举证通知书、开庭传票。自公告之日起经过60日即视为送达。提出答辩状和举证的期限分别为公告送达期满后的15日和30日内。并定于举证期满后第3日上午9时（遇法定节假日顺延）在本院第三法庭公开开庭审理，逾期将依法缺席判决。: [165, 797, 227, 829]
announcement-paragraph: [308, 455, 370, 482]
strip-ending: 浙江省杭州市西湖区人民法院: [184, 884, 226, 888]
announcement-paragraph: [376, 855, 438, 886]
column-title-2: 2/3 中缝: [94, 40, 139, 52]
announcement-paragraph: [237, 76, 299, 103]
announcement-text: 本院受理原告诉被告民间借贷纠纷一案，现依法向你公告送达起诉状副本、应诉通知书、举证通知书、开庭传票。自公告之日起经过60日即视为送达。提出答辩状和举证的期限分别为公告送达期满后的15日和30日内。并定于举证期满后第3日上午9时（遇法定节假日顺延）在本院第三法庭公开开庭审理，逾期将依法缺席判决。: [308, 292, 370, 325]
announcement-text: 本院受理原告诉被告民间借贷纠纷一案，现依法向你公告送达起诉状副本、应诉通知书、举证通知书、开庭传票。自公告之日起经过60日即视为送达。提出答辩状和举证的期限分别为公告送达期满后的15日和30日内。并定于举证期满后第3日上午9时（遇法定节假日顺延）在本院第三法庭公开开庭审理，逾期将依法缺席判决。: [376, 410, 438, 442]
strip-body: [165, 76, 227, 889]
announcement-text: 本院受理原告诉被告民间借贷纠纷一案，现依法向你公告送达起诉状副本、应诉通知书、举证通知书、开庭传票。自公告之日起经过60日即视为送达。提出答辩状和举证的期限分别为公告送达期满后的15日和30日内。并定于举证期满后第3日上午9时（遇法定节假日顺延）在本院第三法庭公开开庭审理，逾期将依法缺席判决。: [237, 672, 299, 704]
court-signature: 浙江省杭州市西湖区人民法院: [187, 543, 227, 548]
announcement-paragraph: [237, 798, 299, 829]
announcement-paragraph: [91, 266, 153, 293]
announcement-paragraph: [237, 294, 299, 325]
announcement-paragraph: [12, 104, 74, 135]
announcement-text: 黄祥林：本院受理原告邓某某诉你买卖合同纠纷一案，已审理终结。现依法向你公告送达本院民事判决书。自公告之日起60日内来本院领取民事判决书，逾期则视为送达。如不服本判决，可在公告期满后15日内，向本院递交上诉状及副本，上诉于中级人民法院。逾期本判决即发生法律效力。: [308, 325, 370, 353]
strip-body: [237, 76, 299, 889]
announcement-text: 本院受理原告诉被告民间借贷纠纷一案，现依法向你公告送达起诉状副本、应诉通知书、举证通知书、开庭传票。自公告之日起经过60日即视为送达。提出答辩状和举证的期限分别为公告送达期满后的15日和30日内。并定于举证期满后第3日上午9时（遇法定节假日顺延）在本院第三法庭公开开庭审理，逾期将依法缺席判决。: [12, 736, 74, 768]
announcement-text: 本院受理原告诉被告民间借贷纠纷一案，现依法向你公告送达起诉状副本、应诉通知书、举证通知书、开庭传票。自公告之日起经过60日即视为送达。提出答辩状和举证的期限分别为公告送达期满后的15日和30日内。并定于举证期满后第3日上午9时（遇法定节假日顺延）在本院第三法庭公开开庭审理，逾期将依法缺席判决。: [91, 672, 153, 704]
court-signature: 浙江省杭州市西湖区人民法院: [398, 155, 438, 160]
announcement-paragraph: [376, 447, 438, 474]
announcement-paragraph: [308, 201, 370, 228]
announcement-text: 黄祥林：本院受理原告邓某某诉你买卖合同纠纷一案，已审理终结。现依法向你公告送达本院民事判决书。自公告之日起60日内来本院领取民事判决书，逾期则视为送达。如不服本判决，可在公告期满后15日内，向本院递交上诉状及副本，上诉于中级人民法院。逾期本判决即发生法律效力。: [91, 389, 153, 418]
announcement-text: 黄祥林：本院受理原告邓某某诉你买卖合同纠纷一案，已审理终结。现依法向你公告送达本院民事判决书。自公告之日起60日内来本院领取民事判决书，逾期则视为送达。如不服本判决，可在公告期满后15日内，向本院递交上诉状及副本，上诉于中级人民法院。逾期本判决即发生法律效力。: [12, 704, 74, 732]
announcement-text: 本院受理原告诉被告民间借贷纠纷一案，现依法向你公告送达起诉状副本、应诉通知书、举证通知书、开庭传票。自公告之日起经过60日即视为送达。提出答辩状和举证的期限分别为公告送达期满后的15日和30日内。并定于举证期满后第3日上午9时（遇法定节假日顺延）在本院第三法庭公开开庭审理，逾期将依法缺席判决。: [376, 664, 438, 696]
